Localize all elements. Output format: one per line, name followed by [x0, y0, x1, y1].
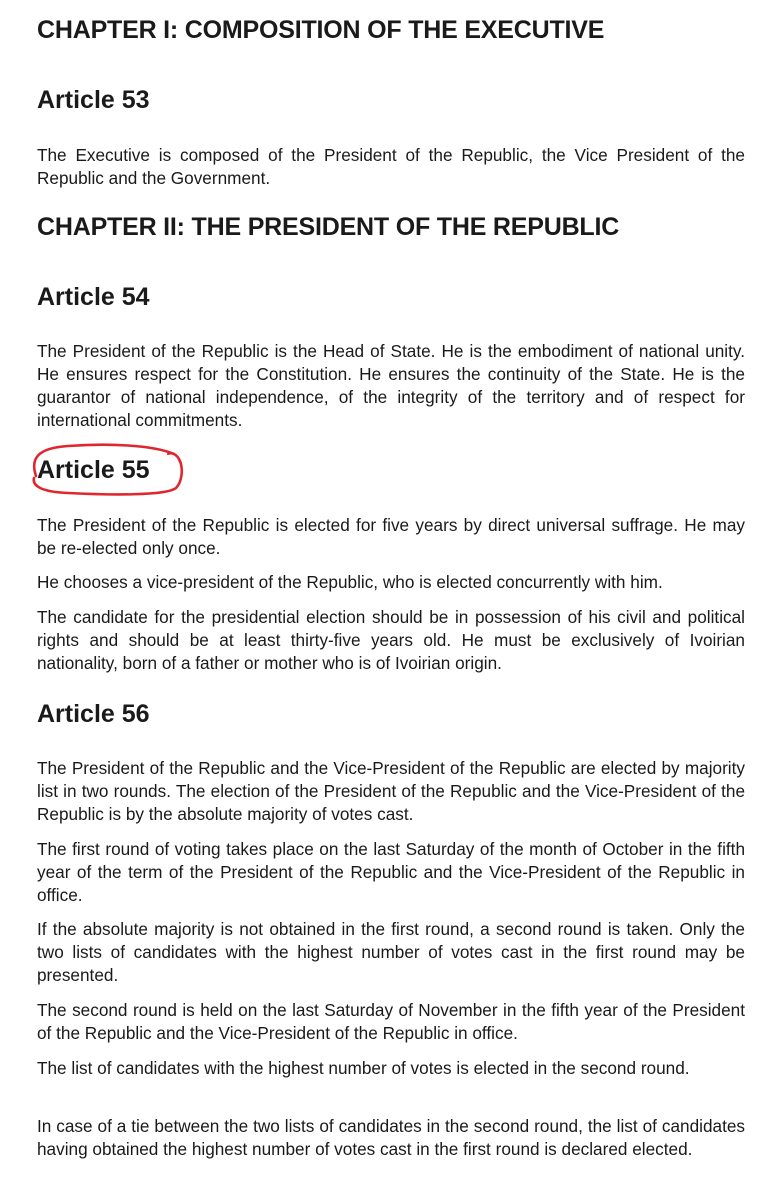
article-56-heading: Article 56: [37, 700, 150, 728]
article-56-paragraph-2: The first round of voting takes place on the last Saturday of the month of October in the fifth year of the term of the President of the Republic and the Vice-President of the Republic in office.: [37, 839, 745, 905]
article-56-paragraph-6: In case of a tie between the two lists of candidates in the second round, the list of candidates having obtained the highest number of votes cast in the first round is declared elected.: [37, 1116, 745, 1159]
article-56-paragraph-3: If the absolute majority is not obtained in the first round, a second round is taken. Only the two lists of candidates with the highest number of votes cast in the first round may be presented.: [37, 919, 745, 985]
article-56-paragraph-4: The second round is held on the last Saturday of November in the fifth year of the President of the Republic and the Vice-President of the Republic in office.: [37, 1000, 745, 1043]
article-56-paragraph-5: The list of candidates with the highest number of votes is elected in the second round.: [37, 1058, 690, 1078]
chapter-1-title: CHAPTER I: COMPOSITION OF THE EXECUTIVE: [37, 16, 605, 44]
article-53-paragraph-1: The Executive is composed of the President of the Republic, the Vice President of the Republic and the Government.: [37, 145, 745, 188]
article-56-paragraph-1: The President of the Republic and the Vice-President of the Republic are elected by majority list in two rounds. The election of the President of the Republic and the Vice-President of the Republic is by the absolute majority of votes cast.: [37, 758, 745, 824]
red-circle-tail: [168, 453, 180, 462]
article-53-heading: Article 53: [37, 86, 150, 114]
article-54-heading: Article 54: [37, 283, 150, 311]
chapter-2-title: CHAPTER II: THE PRESIDENT OF THE REPUBLIC: [37, 213, 620, 241]
article-54-paragraph-1: The President of the Republic is the Head of State. He is the embodiment of national unity. He ensures respect for the Constitution. He ensures the continuity of the State. He is the guarantor of national independence, of the integrity of the territory and of respect for international commitments.: [37, 341, 745, 430]
article-55-paragraph-2: He chooses a vice-president of the Republic, who is elected concurrently with him.: [37, 572, 663, 592]
article-55-heading: Article 55: [37, 456, 150, 484]
article-55-paragraph-1: The President of the Republic is elected for five years by direct universal suffrage. He may be re-elected only once.: [37, 515, 745, 558]
article-55-paragraph-3: The candidate for the presidential election should be in possession of his civil and political rights and should be at least thirty-five years old. He must be exclusively of Ivoirian nationality, born of a father or mother who is of Ivoirian origin.: [37, 607, 745, 673]
